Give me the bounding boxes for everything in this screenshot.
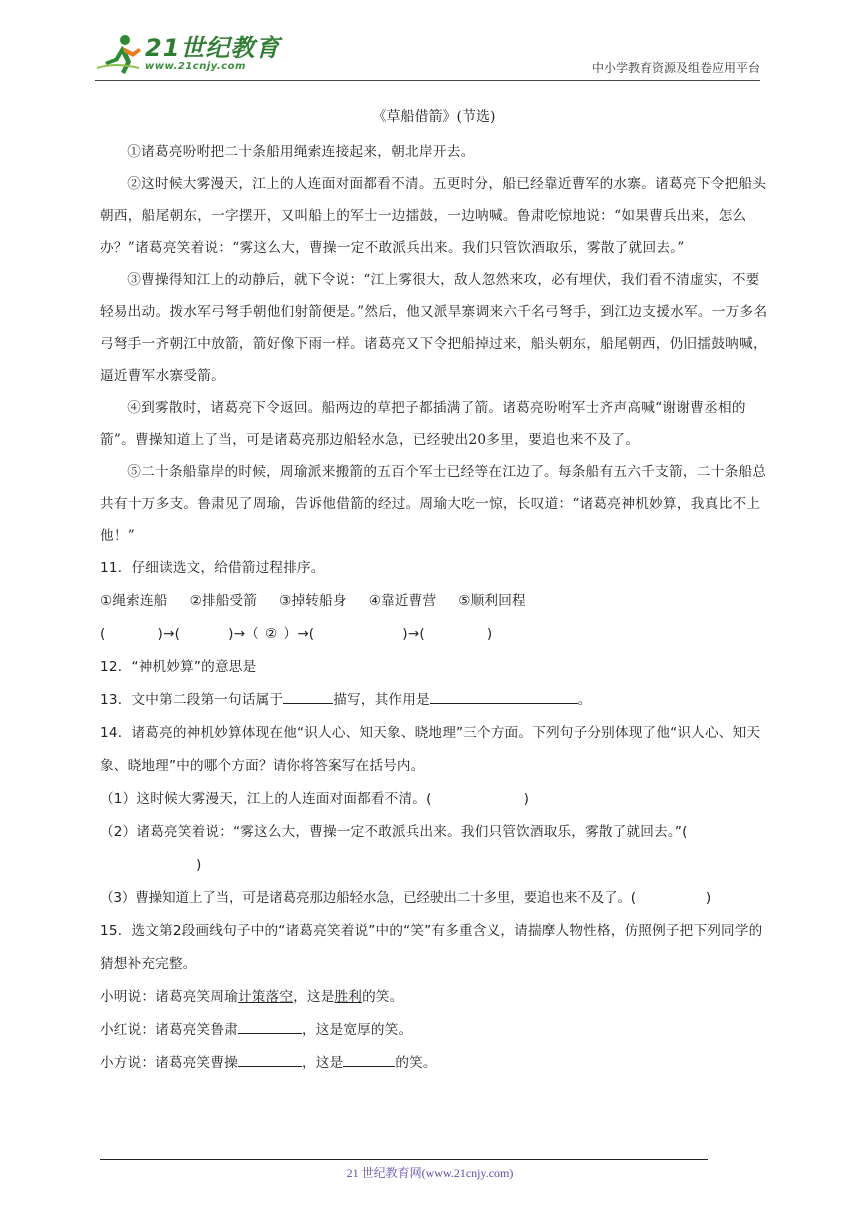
question-14-stem: 14．诸葛亮的神机妙算体现在他“识人心、知天象、晓地理”三个方面。下列句子分别体现了他“识人心、知天象、晓地理”中的哪个方面？请你将答案写在括号内。: [100, 725, 761, 774]
hong-text-b: ，这是宽厚的笑。: [301, 1022, 413, 1038]
brand-name: 21世纪教育: [145, 34, 281, 62]
question-14-item-1: [100, 783, 768, 816]
option-3: ③掉转船身: [279, 593, 347, 609]
q14-s2-text: （2）诸葛亮笑着说：“雾这么大，曹操一定不敢派兵出来。我们只管饮酒取乐，雾散了就回去。”(: [100, 824, 688, 840]
fang-text-c: 的笑。: [395, 1055, 437, 1071]
q13-blank-1[interactable]: [283, 689, 333, 704]
q15-example-xiaoming: [100, 981, 768, 1014]
q13-text-b: 描写，其作用是: [333, 692, 430, 708]
platform-tagline: 中小学教育资源及组卷应用平台: [591, 61, 760, 75]
seq-open: (: [100, 626, 106, 642]
q14-s2-close: ): [196, 857, 202, 873]
q15-xiaofang: [100, 1047, 768, 1080]
passage-paragraph-1: ①诸葛亮吩咐把二十条船用绳索连接起来，朝北岸开去。: [127, 144, 475, 160]
ming-underlined-1: 计策落空: [237, 989, 294, 1005]
brand-logo[interactable]: [95, 32, 280, 76]
q15-xiaohong: [100, 1014, 768, 1047]
question-11-sequence: [100, 618, 768, 651]
question-11-options: [100, 585, 768, 618]
q13-text-a: 13．文中第二段第一句话属于: [100, 692, 284, 708]
q14-s1-close: ): [523, 791, 530, 807]
seq-arrow-1: )→(: [157, 626, 181, 642]
seq-arrow-3: ）→(: [283, 626, 315, 642]
ming-text-a: 小明说：诸葛亮笑周瑜: [100, 989, 238, 1005]
fang-blank-2[interactable]: [343, 1052, 395, 1067]
option-5: ⑤顺利回程: [458, 593, 526, 609]
question-14-item-3: [100, 882, 768, 915]
option-2: ②排船受箭: [189, 593, 258, 609]
question-15-stem: 15．选文第2段画线句子中的“诸葛亮笑着说”中的“笑”有多重含义，请揣摩人物性格，仿照例子把下列同学的猜想补充完整。: [100, 923, 763, 972]
hong-blank[interactable]: [238, 1019, 302, 1034]
fang-text-a: 小方说：诸葛亮笑曹操: [100, 1055, 238, 1071]
q14-s3-text: （3）曹操知道上了当，可是诸葛亮那边船轻水急，已经驶出二十多里，要追也来不及了。(: [100, 890, 636, 906]
ming-text-c: 的笑。: [362, 989, 404, 1005]
passage-paragraph-4: ④到雾散时，诸葛亮下令返回。船两边的草把子都插满了箭。诸葛亮吩咐军士齐声高喊“谢谢曹丞相的箭”。曹操知道上了当，可是诸葛亮那边船轻水急，已经驶出20多里，要追也来不及了。: [100, 400, 746, 448]
runner-logo-icon: [95, 32, 143, 76]
page-header: [95, 28, 760, 81]
footer-divider: [100, 1159, 708, 1160]
seq-close: ): [486, 626, 493, 642]
passage-paragraph-2: ②这时候大雾漫天，江上的人连面对面都看不清。五更时分，船已经靠近曹军的水寨。诸葛亮下令把船头朝西，船尾朝东，一字摆开，又叫船上的军士一边擂鼓，一边呐喊。鲁肃吃惊地说：“如果曹兵出来，怎么办？”诸葛亮笑着说：“雾这么大，曹操一定不敢派兵出来。我们只管饮酒取乐，雾散了就回去。”: [100, 176, 767, 256]
passage-paragraph-3: ③曹操得知江上的动静后，就下令说：“江上雾很大，敌人忽然来攻，必有埋伏，我们看不清虚实，不要轻易出动。拨水军弓弩手朝他们射箭便是。”然后，他又派旱寨调来六千名弓弩手，到江边支援水军。一万多名弓弩手一齐朝江中放箭，箭好像下雨一样。诸葛亮又下令把船掉过来，船头朝东，船尾朝西，仍旧擂鼓呐喊，逼近曹军水寨受箭。: [100, 272, 768, 384]
question-14-item-2: [100, 816, 768, 882]
fang-blank-1[interactable]: [238, 1052, 302, 1067]
footer-text[interactable]: 21 世纪教育网(www.21cnjy.com): [346, 1166, 514, 1180]
hong-text-a: 小红说：诸葛亮笑鲁肃: [100, 1022, 238, 1038]
document-body: [100, 100, 768, 1080]
passage-paragraph-5: ⑤二十条船靠岸的时候，周瑜派来搬箭的五百个军士已经等在江边了。每条船有五六千支箭，二十条船总共有十万多支。鲁肃见了周瑜，告诉他借箭的经过。周瑜大吃一惊，长叹道：“诸葛亮神机妙算，我真比不上他！”: [100, 464, 767, 544]
option-4: ④靠近曹营: [368, 593, 437, 609]
q13-blank-2[interactable]: [430, 689, 578, 704]
question-13: [100, 684, 768, 717]
passage-title: 《草船借箭》(节选): [372, 109, 496, 125]
seq-arrow-2: )→（: [228, 626, 260, 642]
ming-underlined-2: 胜利: [334, 989, 363, 1005]
q13-text-c: 。: [577, 692, 592, 708]
question-12: 12．“神机妙算”的意思是: [100, 659, 257, 675]
ming-text-b: ，这是: [293, 989, 335, 1005]
brand-url: www.21cnjy.com: [145, 61, 246, 72]
q14-s1-text: （1）这时候大雾漫天，江上的人连面对面都看不清。(: [100, 791, 432, 807]
option-1: ①绳索连船: [100, 593, 168, 609]
question-11-stem: 11．仔细读选文，给借箭过程排序。: [100, 560, 325, 576]
fang-text-b: ，这是: [301, 1055, 344, 1071]
seq-arrow-4: )→(: [402, 626, 425, 642]
seq-given-answer: ②: [265, 626, 278, 642]
q14-s3-close: ): [705, 890, 712, 906]
